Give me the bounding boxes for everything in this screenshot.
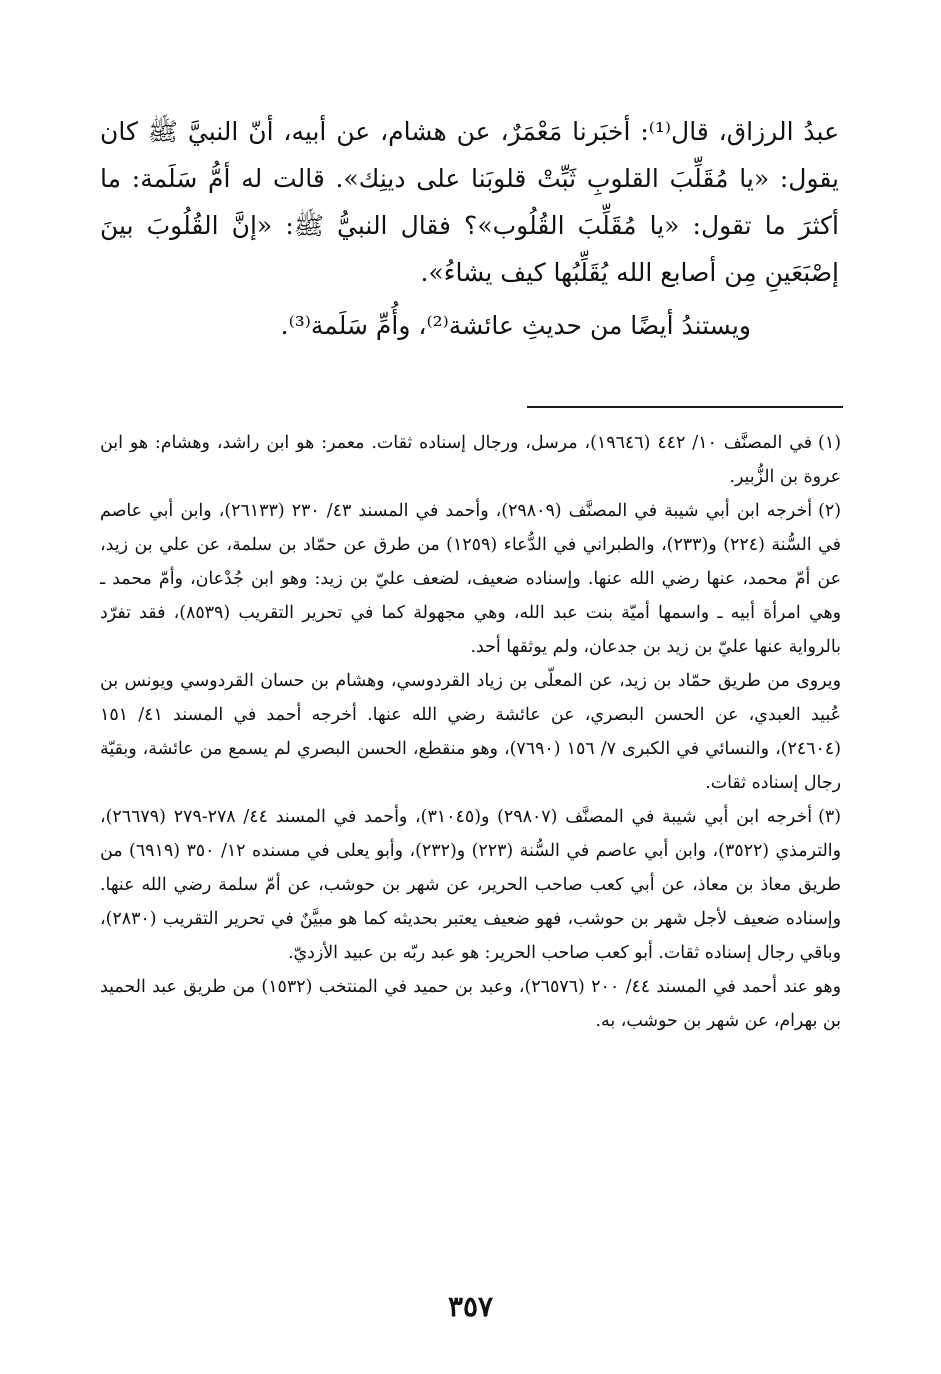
footnote-number: (٢)	[818, 501, 841, 521]
footnote-number: (١)	[818, 433, 841, 453]
page-number: ٣٥٧	[447, 1290, 494, 1323]
footnote-divider	[527, 406, 843, 408]
footnote-1	[100, 426, 841, 494]
footnote-text: أخرجه ابن أبي شيبة في المصنَّف (٢٩٨٠٧) و(٣١٠٤٥)، وأحمد في المسند ٤٤/ ٢٧٨-٢٧٩ (٢٦٦٧٩)، والترمذي (٣٥٢٢)، وابن أبي عاصم في السُّنة (٢٢٣) و(٢٣٢)، وأبو يعلى في مسنده ١٢/ ٣٥٠ (٦٩١٩) من طريق معاذ بن معاذ، عن أبي كعب صاحب الحرير، عن شهر بن حوشب، عن أمّ سلمة رضي الله عنها. وإسناده ضعيف لأجل شهر بن حوشب، فهو ضعيف يعتبر بحديثه كما هو مبيَّنٌ في تحرير التقريب (٢٨٣٠)، وباقي رجال إسناده ثقات. أبو كعب صاحب الحرير: هو عبد ربّه بن عبيد الأزديّ.	[100, 807, 841, 963]
footnote-2	[100, 494, 841, 664]
footnote-3-continuation: وهو عند أحمد في المسند ٤٤/ ٢٠٠ (٢٦٥٧٦)، وعبد بن حميد في المنتخب (١٥٣٢) من طريق عبد الحميد بن بهرام، عن شهر بن حوشب، به.	[100, 977, 841, 1031]
footnote-text: أخرجه ابن أبي شيبة في المصنَّف (٢٩٨٠٩)، وأحمد في المسند ٤٣/ ٢٣٠ (٢٦١٣٣)، وابن أبي عاصم في السُّنة (٢٢٤) و(٢٣٣)، والطبراني في الدُّعاء (١٢٥٩) من طرق عن حمّاد بن سلمة، عن علي بن زيد، عن أمّ محمد، عنها رضي الله عنها. وإسناده ضعيف، لضعف عليّ بن زيد: وهو ابن جُدْعان، وأمّ محمد ـ وهي امرأة أبيه ـ واسمها أميّة بنت عبد الله، وهي مجهولة كما في تحرير التقريب (٨٥٣٩)، فقد تفرّد بالرواية عنها عليّ بن زيد بن جدعان، ولم يوثقها أحد.	[100, 501, 842, 657]
footnote-text: في المصنَّف ١٠/ ٤٤٢ (١٩٦٤٦)، مرسل، ورجال إسناده ثقات. معمر: هو ابن راشد، وهشام: هو ابن عروة بن الزُّبير.	[100, 433, 841, 487]
footnotes	[100, 426, 841, 1038]
main-paragraph-1: عبدُ الرزاق، قال⁽¹⁾: أخبَرنا مَعْمَرٌ، عن هشام، عن أبيه، أنّ النبيَّ ﷺ كان يقول: «يا مُقَلِّبَ القلوبِ ثَبِّتْ قلوبَنا على دينِك». قالت له أمُّ سَلَمة: ما أكثرَ ما تقول: «يا مُقَلِّبَ القُلُوب»؟ فقال النبيُّ ﷺ: «إنَّ القُلُوبَ بينَ إصْبَعَينِ مِن أصابع الله يُقَلِّبُها كيف يشاءُ».	[100, 117, 839, 287]
footnote-number: (٣)	[818, 807, 841, 827]
main-paragraph-2: ويستندُ أيضًا من حديثِ عائشة⁽²⁾، وأُمِّ سَلَمة⁽³⁾.	[280, 311, 751, 340]
main-text	[100, 108, 839, 349]
footnote-2-continuation: ويروى من طريق حمّاد بن زيد، عن المعلّى بن زياد القردوسي، وهشام بن حسان القردوسي ويونس بن عُبيد العبدي، عن الحسن البصري، عن عائشة رضي الله عنها. أخرجه أحمد في المسند ٤١/ ١٥١ (٢٤٦٠٤)، والنسائي في الكبرى ٧/ ١٥٦ (٧٦٩٠)، وهو منقطع، الحسن البصري لم يسمع من عائشة، وبقيّة رجال إسناده ثقات.	[100, 671, 841, 793]
footnote-3	[100, 800, 841, 970]
